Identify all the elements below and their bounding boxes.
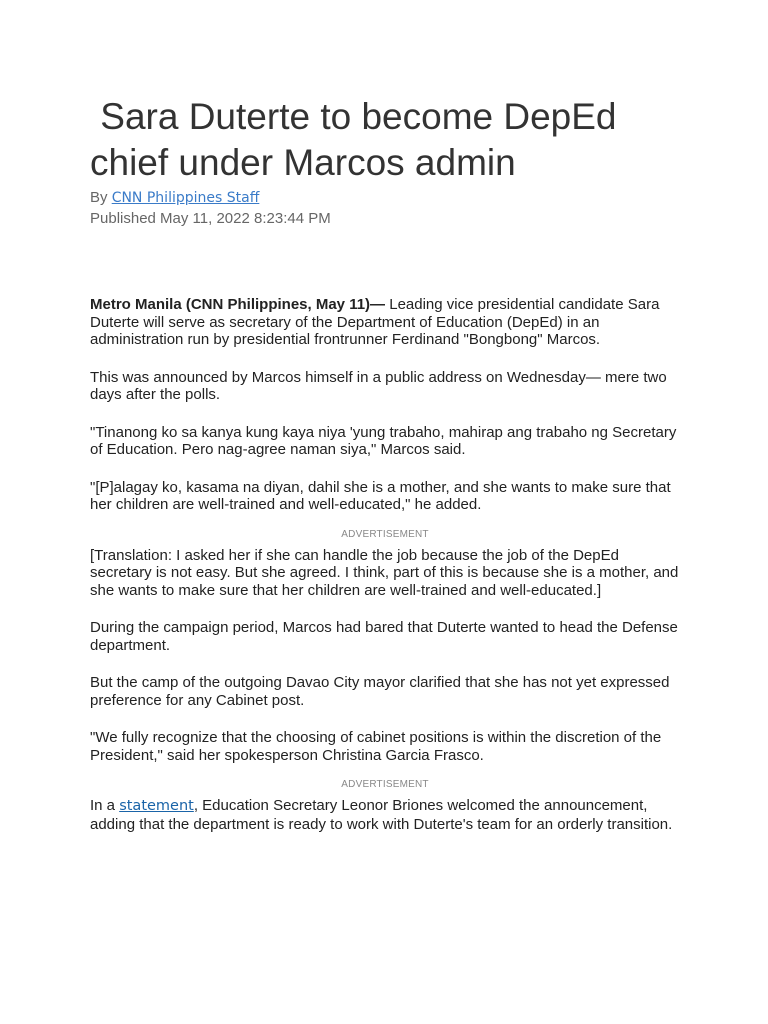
paragraph-4: "[P]alagay ko, kasama na diyan, dahil she is a mother, and she wants to make sure that her children are well-trained and well-educated," he added. (90, 478, 671, 513)
article (90, 94, 680, 853)
paragraph-2: This was announced by Marcos himself in a public address on Wednesday— mere two days after the polls. (90, 368, 667, 403)
paragraph-9-prefix: In a (90, 797, 120, 814)
paragraph-8: "We fully recognize that the choosing of cabinet positions is within the discretion of the President," said her spokesperson Christina Garcia Frasco. (90, 729, 662, 764)
author-link[interactable]: CNN Philippines Staff (111, 190, 260, 206)
dateline: Metro Manila (CNN Philippines, May 11)— (90, 296, 386, 313)
paragraph-6: During the campaign period, Marcos had bared that Duterte wanted to head the Defense department. (90, 619, 678, 654)
paragraph-3: "Tinanong ko sa kanya kung kaya niya 'yung trabaho, mahirap ang trabaho ng Secretary of Education. Pero nag-agree naman siya," Marcos said. (90, 423, 677, 458)
advertisement-label: ADVERTISEMENT (341, 779, 429, 790)
page-title: Sara Duterte to become DepEd chief under Marcos admin (90, 96, 627, 183)
published-date: Published May 11, 2022 8:23:44 PM (90, 210, 331, 227)
paragraph-lead (90, 296, 680, 349)
paragraph-9 (90, 797, 680, 833)
paragraph-translation: [Translation: I asked her if she can handle the job because the job of the DepEd secretary is not easy. But she agreed. I think, part of this is because she is a mother, and she wants to make sure that her children are well-trained and well-educated.] (90, 546, 679, 599)
byline-prefix: By (90, 189, 112, 206)
advertisement-label: ADVERTISEMENT (341, 528, 429, 540)
paragraph-9-suffix: , Education Secretary Leonor Briones welcomed the announcement, adding that the department is ready to work with Duterte's team for an orderly transition. (90, 797, 673, 833)
paragraph-7: But the camp of the outgoing Davao City mayor clarified that she has not yet expressed preference for any Cabinet post. (90, 674, 670, 709)
lead-text: Leading vice presidential candidate Sara Duterte will serve as secretary of the Department of Education (DepEd) in an administration run by presidential frontrunner Ferdinand "Bongbong" Marcos. (90, 296, 660, 348)
statement-link[interactable]: statement (119, 798, 194, 814)
byline (90, 188, 680, 208)
article-body (90, 296, 680, 833)
